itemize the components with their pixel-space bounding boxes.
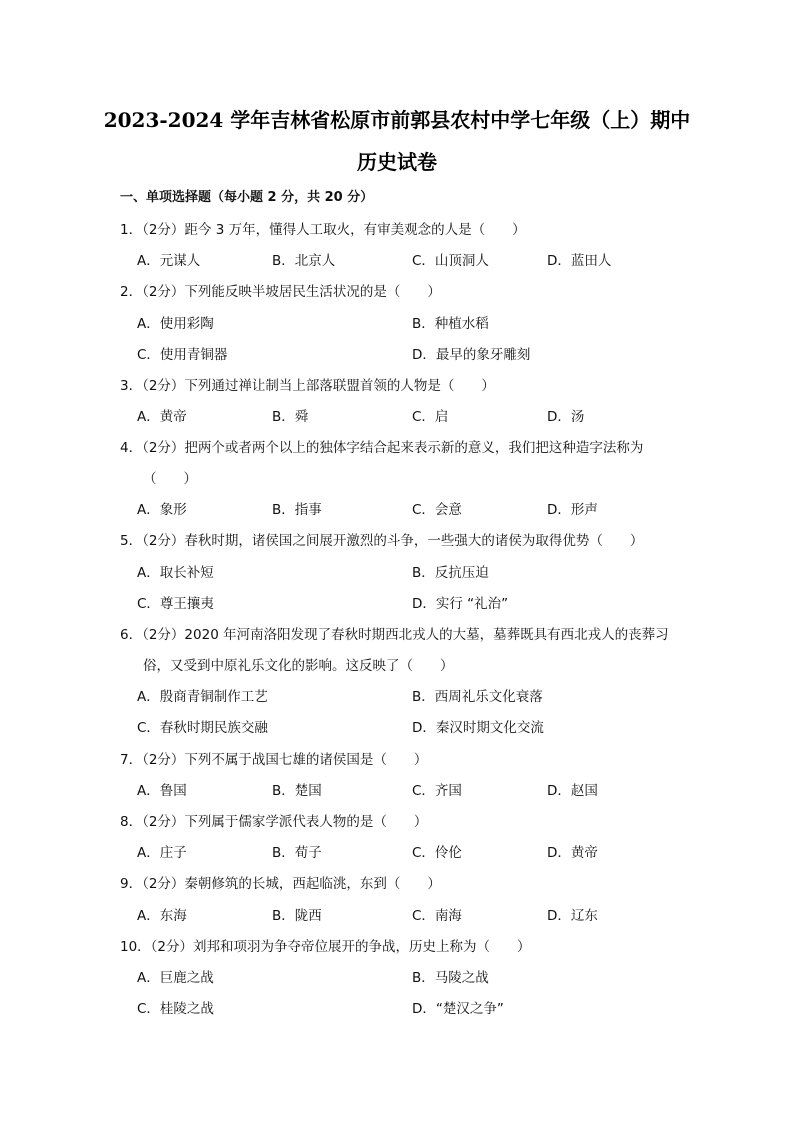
question-2-option-b: B．种植水稻 xyxy=(412,316,489,332)
question-4-option-c: C．会意 xyxy=(412,502,462,518)
question-6-stem-cont: 俗，又受到中原礼乐文化的影响。这反映了（ ） xyxy=(143,658,454,674)
question-9-option-a: A．东海 xyxy=(137,908,187,924)
question-9-option-b: B．陇西 xyxy=(272,908,322,924)
question-4-option-b: B．指事 xyxy=(272,502,322,518)
question-4-stem-cont: （ ） xyxy=(143,471,197,487)
question-6-stem: 6．（2分）2020 年河南洛阳发现了春秋时期西北戎人的大墓，墓葬既具有西北戎人的丧葬习 xyxy=(120,627,669,643)
question-8-option-d: D．黄帝 xyxy=(547,845,598,861)
question-7-option-a: A．鲁国 xyxy=(137,783,187,799)
question-6-option-b: B．西周礼乐文化衰落 xyxy=(412,689,543,705)
question-1-option-b: B．北京人 xyxy=(272,253,336,269)
question-3-option-c: C．启 xyxy=(412,409,449,425)
question-8-option-a: A．庄子 xyxy=(137,845,187,861)
page-subtitle: 历史试卷 xyxy=(357,150,437,174)
question-9-option-d: D．辽东 xyxy=(547,908,598,924)
question-5-stem: 5．（2分）春秋时期，诸侯国之间展开激烈的斗争，一些强大的诸侯为取得优势（ ） xyxy=(120,533,644,549)
question-9-option-c: C．南海 xyxy=(412,908,462,924)
question-5-option-b: B．反抗压迫 xyxy=(412,565,489,581)
question-6-option-c: C．春秋时期民族交融 xyxy=(137,720,268,736)
question-1-option-d: D．蓝田人 xyxy=(547,253,612,269)
question-1-option-a: A．元谋人 xyxy=(137,253,201,269)
question-10-option-c: C．桂陵之战 xyxy=(137,1001,214,1017)
question-9-stem: 9．（2分）秦朝修筑的长城，西起临洮，东到（ ） xyxy=(120,876,441,892)
question-7-option-b: B．楚国 xyxy=(272,783,322,799)
question-1-stem: 1．（2分）距今 3 万年，懂得人工取火，有审美观念的人是（ ） xyxy=(120,222,526,238)
question-6-option-d: D．秦汉时期文化交流 xyxy=(412,720,544,736)
question-8-option-b: B．荀子 xyxy=(272,845,322,861)
question-5-option-c: C．尊王攘夷 xyxy=(137,596,214,612)
question-6-option-a: A．殷商青铜制作工艺 xyxy=(137,689,268,705)
question-8-option-c: C．伶伦 xyxy=(412,845,462,861)
question-4-option-a: A．象形 xyxy=(137,502,187,518)
question-2-option-a: A．使用彩陶 xyxy=(137,316,214,332)
question-10-stem: 10．（2分）刘邦和项羽为争夺帝位展开的争战，历史上称为（ ） xyxy=(120,939,531,955)
question-3-option-d: D．汤 xyxy=(547,409,585,425)
question-4-option-d: D．形声 xyxy=(547,502,598,518)
question-2-stem: 2．（2分）下列能反映半坡居民生活状况的是（ ） xyxy=(120,284,441,300)
question-1-option-c: C．山顶洞人 xyxy=(412,253,489,269)
question-7-option-c: C．齐国 xyxy=(412,783,462,799)
question-3-stem: 3．（2分）下列通过禅让制当上部落联盟首领的人物是（ ） xyxy=(120,378,495,394)
question-10-option-a: A．巨鹿之战 xyxy=(137,970,214,986)
question-10-option-d: D．“楚汉之争” xyxy=(412,1001,504,1017)
question-7-option-d: D．赵国 xyxy=(547,783,598,799)
section-heading: 一、单项选择题（每小题 2 分，共 20 分） xyxy=(120,190,374,205)
page-title: 2023-2024 学年吉林省松原市前郭县农村中学七年级（上）期中 xyxy=(103,108,691,132)
question-2-option-d: D．最早的象牙雕刻 xyxy=(412,347,531,363)
question-4-stem: 4．（2分）把两个或者两个以上的独体字结合起来表示新的意义，我们把这种造字法称为 xyxy=(120,440,644,456)
question-7-stem: 7．（2分）下列不属于战国七雄的诸侯国是（ ） xyxy=(120,752,428,768)
question-3-option-a: A．黄帝 xyxy=(137,409,187,425)
question-2-option-c: C．使用青铜器 xyxy=(137,347,228,363)
question-10-option-b: B．马陵之战 xyxy=(412,970,489,986)
question-5-option-a: A．取长补短 xyxy=(137,565,214,581)
question-5-option-d: D．实行 “礼治” xyxy=(412,596,509,612)
question-8-stem: 8．（2分）下列属于儒家学派代表人物的是（ ） xyxy=(120,814,428,830)
question-3-option-b: B．舜 xyxy=(272,409,309,425)
